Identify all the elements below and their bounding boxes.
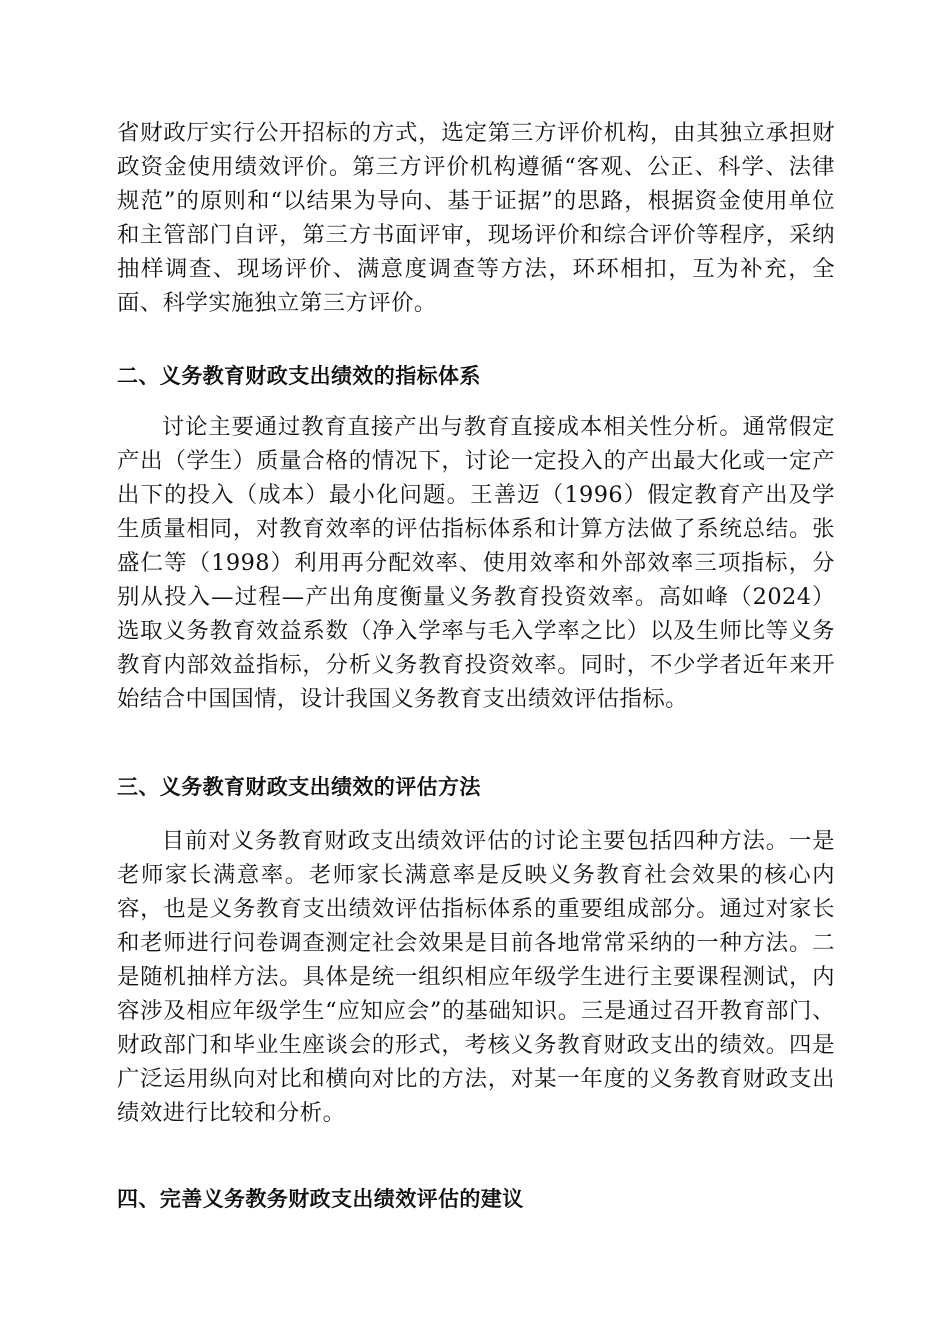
body-paragraph-1: 省财政厅实行公开招标的方式，选定第三方评价机构，由其独立承担财政资金使用绩效评价。第三方评价机构遵循“客观、公正、科学、法律规范”的原则和“以结果为导向、基于证据”的思路，根据资金使用单位和主管部门自评，第三方书面评审，现场评价和综合评价等程序，采纳抽样调查、现场评价、满意度调查等方法，环环相扣，互为补充，全面、科学实施独立第三方评价。 — [117, 120, 835, 316]
section-heading-3: 三、义务教育财政支出绩效的评估方法 — [117, 775, 481, 799]
section-heading-2: 二、义务教育财政支出绩效的指标体系 — [117, 364, 481, 388]
body-paragraph-3: 目前对义务教育财政支出绩效评估的讨论主要包括四种方法。一是老师家长满意率。老师家长满意率是反映义务教育社会效果的核心内容，也是义务教育支出绩效评估指标体系的重要组成部分。通过对家长和老师进行问卷调查测定社会效果是目前各地常常采纳的一种方法。二是随机抽样方法。具体是统一组织相应年级学生进行主要课程测试，内容涉及相应年级学生“应知应会”的基础知识。三是通过召开教育部门、财政部门和毕业生座谈会的形式，考核义务教育财政支出的绩效。四是广泛运用纵向对比和横向对比的方法，对某一年度的义务教育财政支出绩效进行比较和分析。 — [117, 828, 835, 1126]
section-heading-4: 四、完善义务教务财政支出绩效评估的建议 — [117, 1187, 524, 1211]
body-paragraph-2: 讨论主要通过教育直接产出与教育直接成本相关性分析。通常假定产出（学生）质量合格的情况下，讨论一定投入的产出最大化或一定产出下的投入（成本）最小化问题。王善迈（1996）假定教育产出及学生质量相同，对教育效率的评估指标体系和计算方法做了系统总结。张盛仁等（1998）利用再分配效率、使用效率和外部效率三项指标，分别从投入—过程—产出角度衡量义务教育投资效率。高如峰（2024）选取义务教育效益系数（净入学率与毛入学率之比）以及生师比等义务教育内部效益指标，分析义务教育投资效率。同时，不少学者近年来开始结合中国国情，设计我国义务教育支出绩效评估指标。 — [117, 414, 835, 712]
